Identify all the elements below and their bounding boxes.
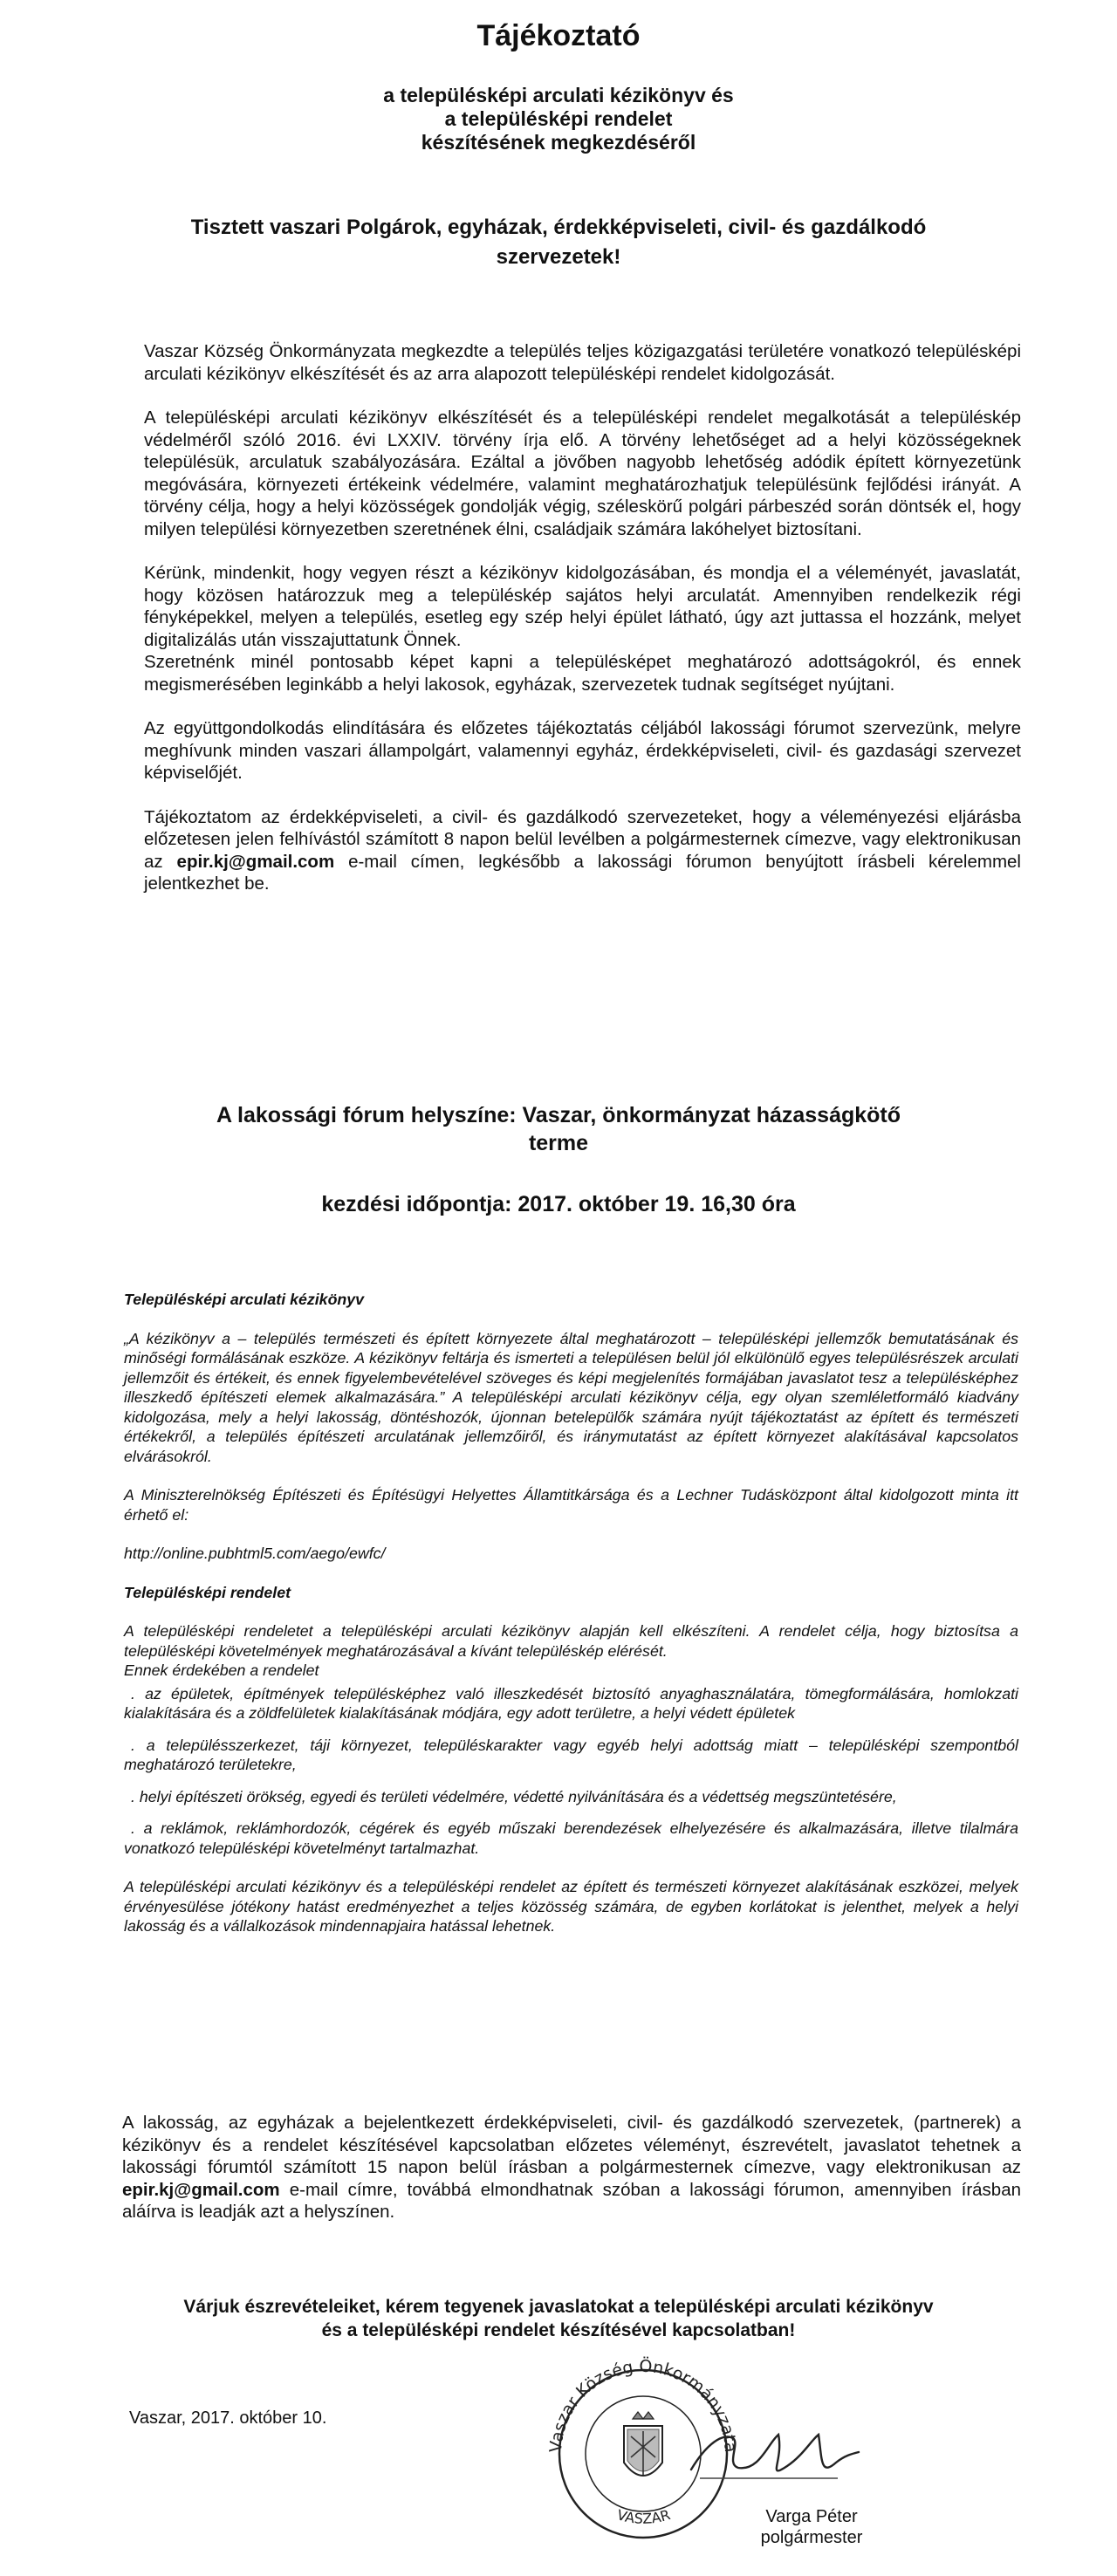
forum-location: [140, 1101, 977, 1157]
signer-block: [733, 2506, 890, 2548]
decree-list-item: . az épületek, építmények településképhez való illeszkedését biztosító anyaghasználatára, tömegformálására, homlokzati kialakítására és a zöldfelületek kialakításának módjára, egy adott területre, a helyi védett épületek: [124, 1684, 1018, 1722]
registration-text: Tájékoztatom az érdekképviseleti, a civil- és gazdálkodó szervezeteket, hogy a véleményezési eljárásba előzetesen jelen felhívástól számított 8 napon belül levélben a polgármesternek címezve, vagy elektronikusan az: [144, 806, 1021, 872]
email-address-2[interactable]: epir.kj@gmail.com: [122, 2179, 280, 2200]
decree-list-item: . helyi építészeti örökség, egyedi és területi védelmére, védetté nyilvánítására és a védettség megszüntetésére,: [131, 1787, 897, 1805]
signer-name: Varga Péter: [765, 2507, 858, 2526]
signer-role: polgármester: [760, 2528, 863, 2547]
decree-list-item: . a reklámok, reklámhordozók, cégérek és egyéb műszaki berendezések elhelyezésére és alkalmazására, illetve tilalmára vonatkozó településképi követelményt tartalmazhat.: [124, 1819, 1018, 1857]
email-address[interactable]: epir.kj@gmail.com: [176, 851, 335, 872]
closing-line: Várjuk észrevételeiket, kérem tegyenek javaslatokat a településképi arculati kézikönyv: [183, 2297, 934, 2317]
subtitle-line: készítésének megkezdéséről: [421, 131, 696, 154]
info-decree-text: A településképi rendeletet a településképi arculati kézikönyv alapján kell elkészíteni. A rendelet célja, hogy biztosítsa a településképi követelmények meghatározásával a kívánt településkép elérését.: [124, 1622, 1018, 1660]
info-section: [124, 1290, 1018, 1956]
info-handbook-text: „A kézikönyv a – település természeti és épített környezete által meghatározott – településképi jellemzők bemutatásának és minőségi formálásának eszköze. A kézikönyv feltárja és ismerteti a településen belül jól elkülönülő egyes településrészek arculati jellemzőit és értékeit, és ennek figyelembevételével szöveges és képi megjelenítés formájában javaslatot tesz a településképhez illeszkedő építészeti elemek alkalmazására.” A településképi arculati kézikönyv célja, egy olyan szemléletformáló kiadvány kidolgozása, mely a helyi lakosság, döntéshozók, újonnan betelepülők számára nyújt tájékoztatást az épített és természeti értékekről, a település építészeti arculatának jellemzőiről, és iránymutatást az épített környezet alakításával kapcsolatos elvárásokról.: [124, 1329, 1018, 1465]
paragraph-registration: [144, 806, 1021, 895]
paragraph-intro: Vaszar Község Önkormányzata megkezdte a település teljes közigazgatási területére vonatkozó településképi arculati kézikönyv elkészítését és az arra alapozott településképi rendelet kidolgozását.: [144, 341, 1021, 384]
forum-start-time: kezdési időpontja: 2017. október 19. 16,30 óra: [321, 1192, 796, 1216]
closing-request: [113, 2295, 1004, 2342]
coat-of-arms-icon: [624, 2412, 662, 2476]
handwritten-signature: [681, 2408, 864, 2491]
info-sample-text: A Miniszterelnökség Építészeti és Építésügyi Helyettes Államtitkársága és a Lechner Tudásközpont által kidolgozott minta itt érhető el:: [124, 1486, 1018, 1524]
paragraph-forum-invite: Az együttgondolkodás elindítására és előzetes tájékoztatás céljából lakossági fórumot szervezünk, melyre meghívunk minden vaszari állampolgárt, valamennyi egyház, érdekképviseleti, civil- és gazdasági szervezet képviselőjét.: [144, 718, 1021, 783]
decree-list-item: . a településszerkezet, táji környezet, településkarakter vagy egyéb helyi adottság miatt – településképi szempontból meghatározó területekre,: [124, 1736, 1018, 1773]
document-subtitle: [0, 84, 1117, 154]
closing-line: és a településképi rendelet készítésével kapcsolatban!: [321, 2320, 796, 2340]
main-text: [144, 340, 1021, 917]
paragraph-law: A településképi arculati kézikönyv elkészítését és a településképi rendelet megalkotását a településkép védelméről szóló 2016. évi LXXIV. törvény írja elő. A törvény lehetőséget ad a helyi közösségeknek településük, arculatuk szabályozására. Ezáltal a jövőben nagyobb lehetőség adódik épített környezetünk megóvására, környezeti értékeink védelmére, valamint meghatározhatjuk településünk fejlődési irányát. A törvény célja, hogy a helyi közösségek gondolják végig, széleskörű polgári párbeszéd során döntsék el, hogy milyen települési környezetben szeretnének élni, családjaik számára lakóhelyet biztosítani.: [144, 408, 1021, 539]
final-text: A lakosság, az egyházak a bejelentkezett érdekképviseleti, civil- és gazdálkodó szervezetek, (partnerek) a kézikönyv és a rendelet készítésével kapcsolatban előzetes véleményt, észrevételt, javaslatot tehetnek a lakossági fórumtól számított 15 napon belül írásban a polgármesternek címezve, vagy elektronikusan az: [122, 2113, 1021, 2177]
forum-location-line: A lakossági fórum helyszíne: Vaszar, önkormányzat házasságkötő: [216, 1103, 901, 1127]
subtitle-line: a településképi rendelet: [444, 107, 673, 130]
subtitle-line: a településképi arculati kézikönyv és: [383, 84, 734, 106]
stamp-bottom-text: VASZAR: [614, 2506, 673, 2527]
document-date: Vaszar, 2017. október 10.: [129, 2408, 327, 2428]
info-heading-decree: Településképi rendelet: [124, 1583, 291, 1601]
document-title: Tájékoztató: [476, 19, 641, 52]
stamp-text: Vaszar Község Önkormányzata: [545, 2356, 741, 2454]
salutation-line: Tisztett vaszari Polgárok, egyházak, érdekképviseleti, civil- és gazdálkodó: [190, 216, 927, 239]
info-decree-intro: Ennek érdekében a rendelet: [124, 1661, 319, 1679]
sample-link[interactable]: http://online.pubhtml5.com/aego/ewfc/: [124, 1545, 386, 1562]
final-text-end: e-mail címre, továbbá elmondhatnak szóban a lakossági fórumon, amennyiben írásban aláírva is leadják azt a helyszínen.: [122, 2179, 1021, 2222]
salutation: [175, 213, 942, 272]
forum-location-line: terme: [528, 1131, 589, 1155]
salutation-line: szervezetek!: [496, 245, 621, 269]
final-notice: [122, 2112, 1021, 2245]
registration-text-end: e-mail címen, legkésőbb a lakossági fórumon benyújtott írásbeli kérelemmel jelentkezhet be.: [144, 851, 1021, 894]
paragraph-request-cont: Szeretnénk minél pontosabb képet kapni a településképet meghatározó adottságokról, és ennek megismerésében leginkább a helyi lakosok, egyházak, szervezetek tudnak segítséget nyújtani.: [144, 652, 1021, 695]
paragraph-final: [122, 2112, 1021, 2223]
info-heading-handbook: Településképi arculati kézikönyv: [124, 1291, 365, 1308]
paragraph-request: Kérünk, mindenkit, hogy vegyen részt a kézikönyv kidolgozásában, és mondja el a véleményét, javaslatát, hogy közösen határozzuk meg a településkép sajátos helyi arculatát. Amennyiben rendelkezik régi fényképekkel, melyen a település, esetleg egy szép helyi épület látható, úgy azt juttassa el hozzánk, melyet digitalizálás után visszajuttatunk Önnek.: [144, 563, 1021, 650]
info-effects-text: A településképi arculati kézikönyv és a településképi rendelet az épített és természeti környezet alakításának eszközei, melyek érvényesülése jótékony hatást eredményezhet a teljes közösség számára, de egyben korlátokat is jelenthet, melyek a helyi lakosság és a vállalkozások mindennapjaira hatással lehetnek.: [124, 1878, 1018, 1935]
